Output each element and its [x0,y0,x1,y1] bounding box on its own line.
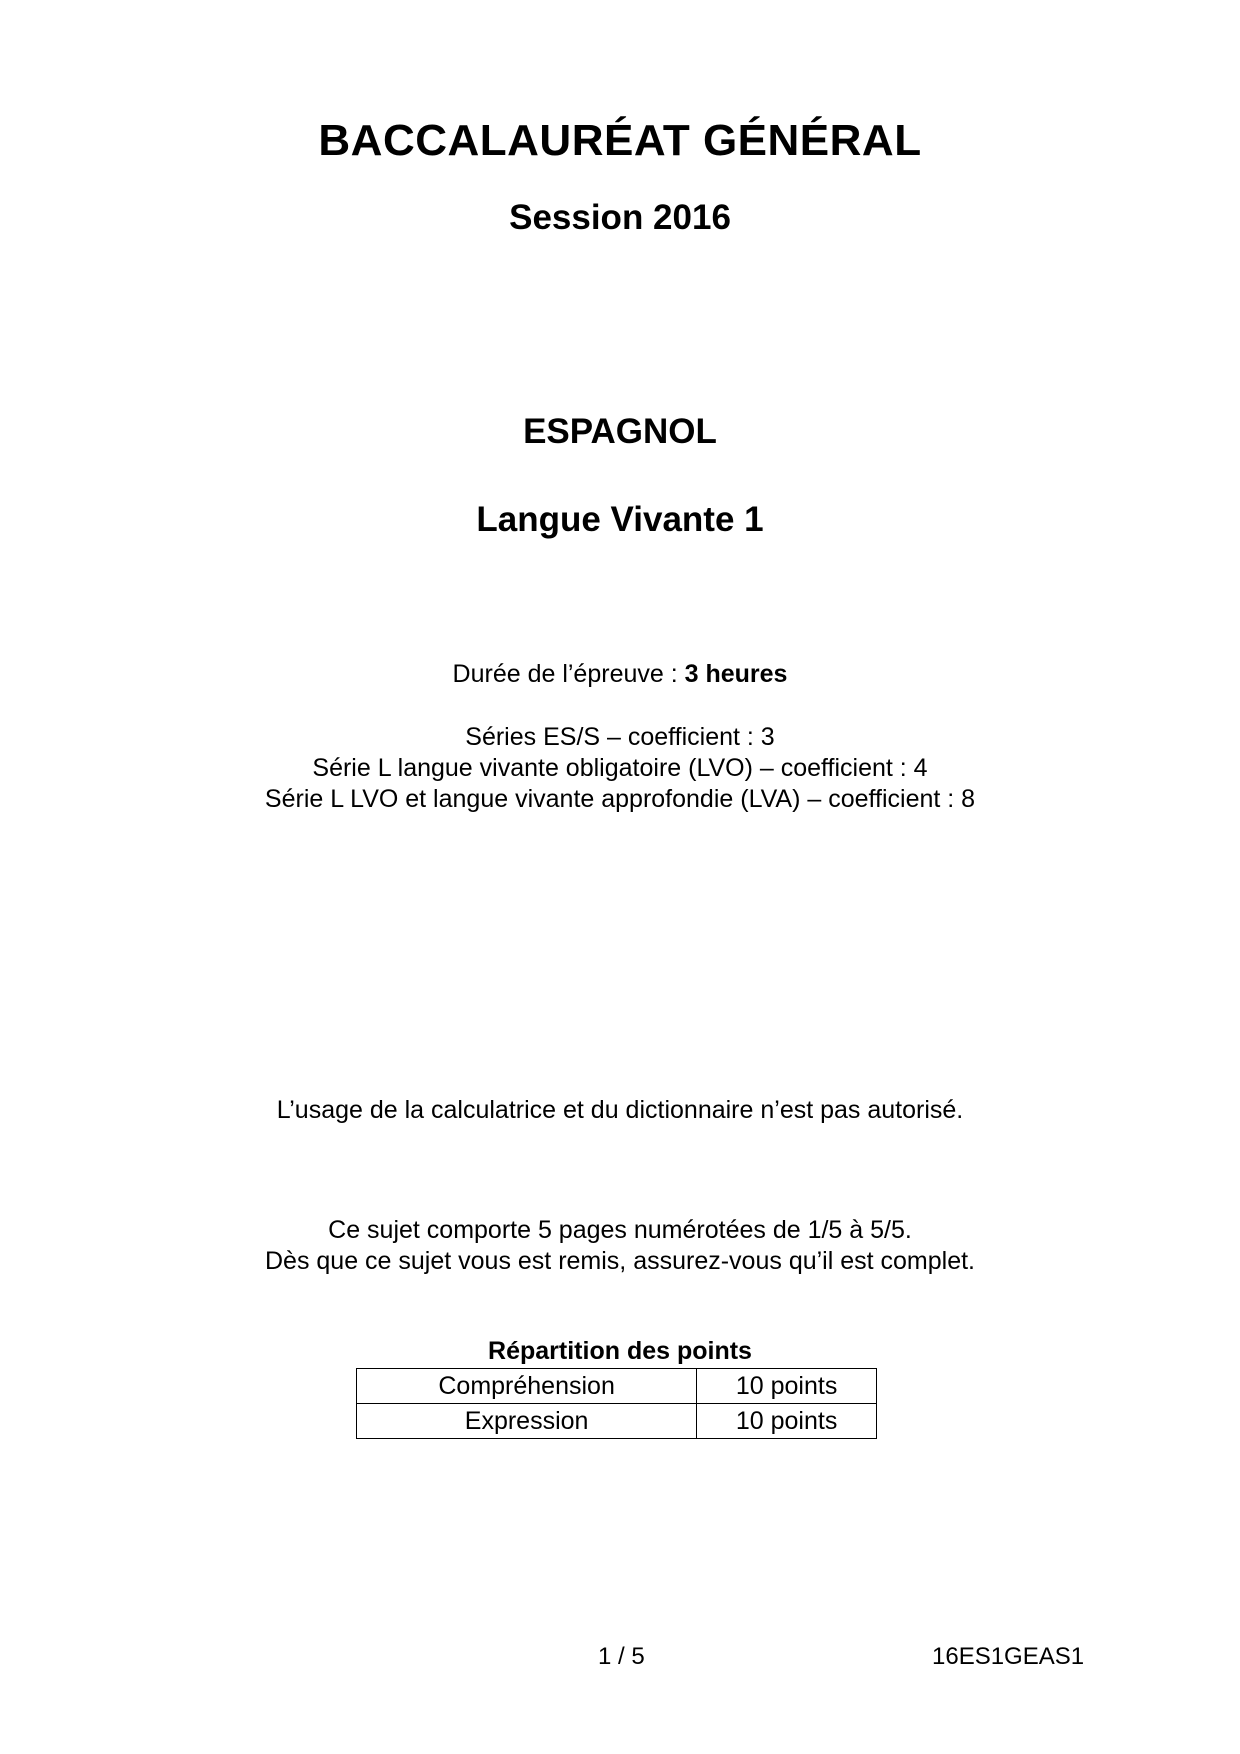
session-year: Session 2016 [509,198,731,237]
completeness-notice: Dès que ce sujet vous est remis, assurez-vous qu’il est complet. [264,1247,976,1275]
pages-notice: Ce sujet comporte 5 pages numérotées de 1/5 à 5/5. [328,1216,912,1244]
table-cell-label: Expression [357,1404,697,1439]
points-table [356,1368,877,1439]
table-cell-value: 10 points [697,1404,877,1439]
duration-label: Durée de l’épreuve : [452,660,685,688]
pages-notice-block [0,1215,1240,1277]
points-table-title: Répartition des points [488,1337,752,1365]
calculator-rule: L’usage de la calculatrice et du dictionnaire n’est pas autorisé. [276,1096,964,1124]
table-row [357,1369,877,1404]
table-cell-label: Compréhension [357,1369,697,1404]
duration-value: 3 heures [684,660,788,688]
document-code: 16ES1GEAS1 [932,1643,1085,1670]
language-level: Langue Vivante 1 [476,500,764,539]
series-line: Série L LVO et langue vivante approfondie (LVA) – coefficient : 8 [264,785,976,813]
series-line: Série L langue vivante obligatoire (LVO) – coefficient : 4 [312,754,928,782]
series-line: Séries ES/S – coefficient : 3 [465,723,775,751]
exam-duration [0,659,1240,690]
table-row [357,1404,877,1439]
subject-name: ESPAGNOL [523,412,717,451]
page-number: 1 / 5 [598,1643,645,1670]
document-title: BACCALAURÉAT GÉNÉRAL [318,116,922,165]
series-coefficients [0,722,1240,815]
table-cell-value: 10 points [697,1369,877,1404]
